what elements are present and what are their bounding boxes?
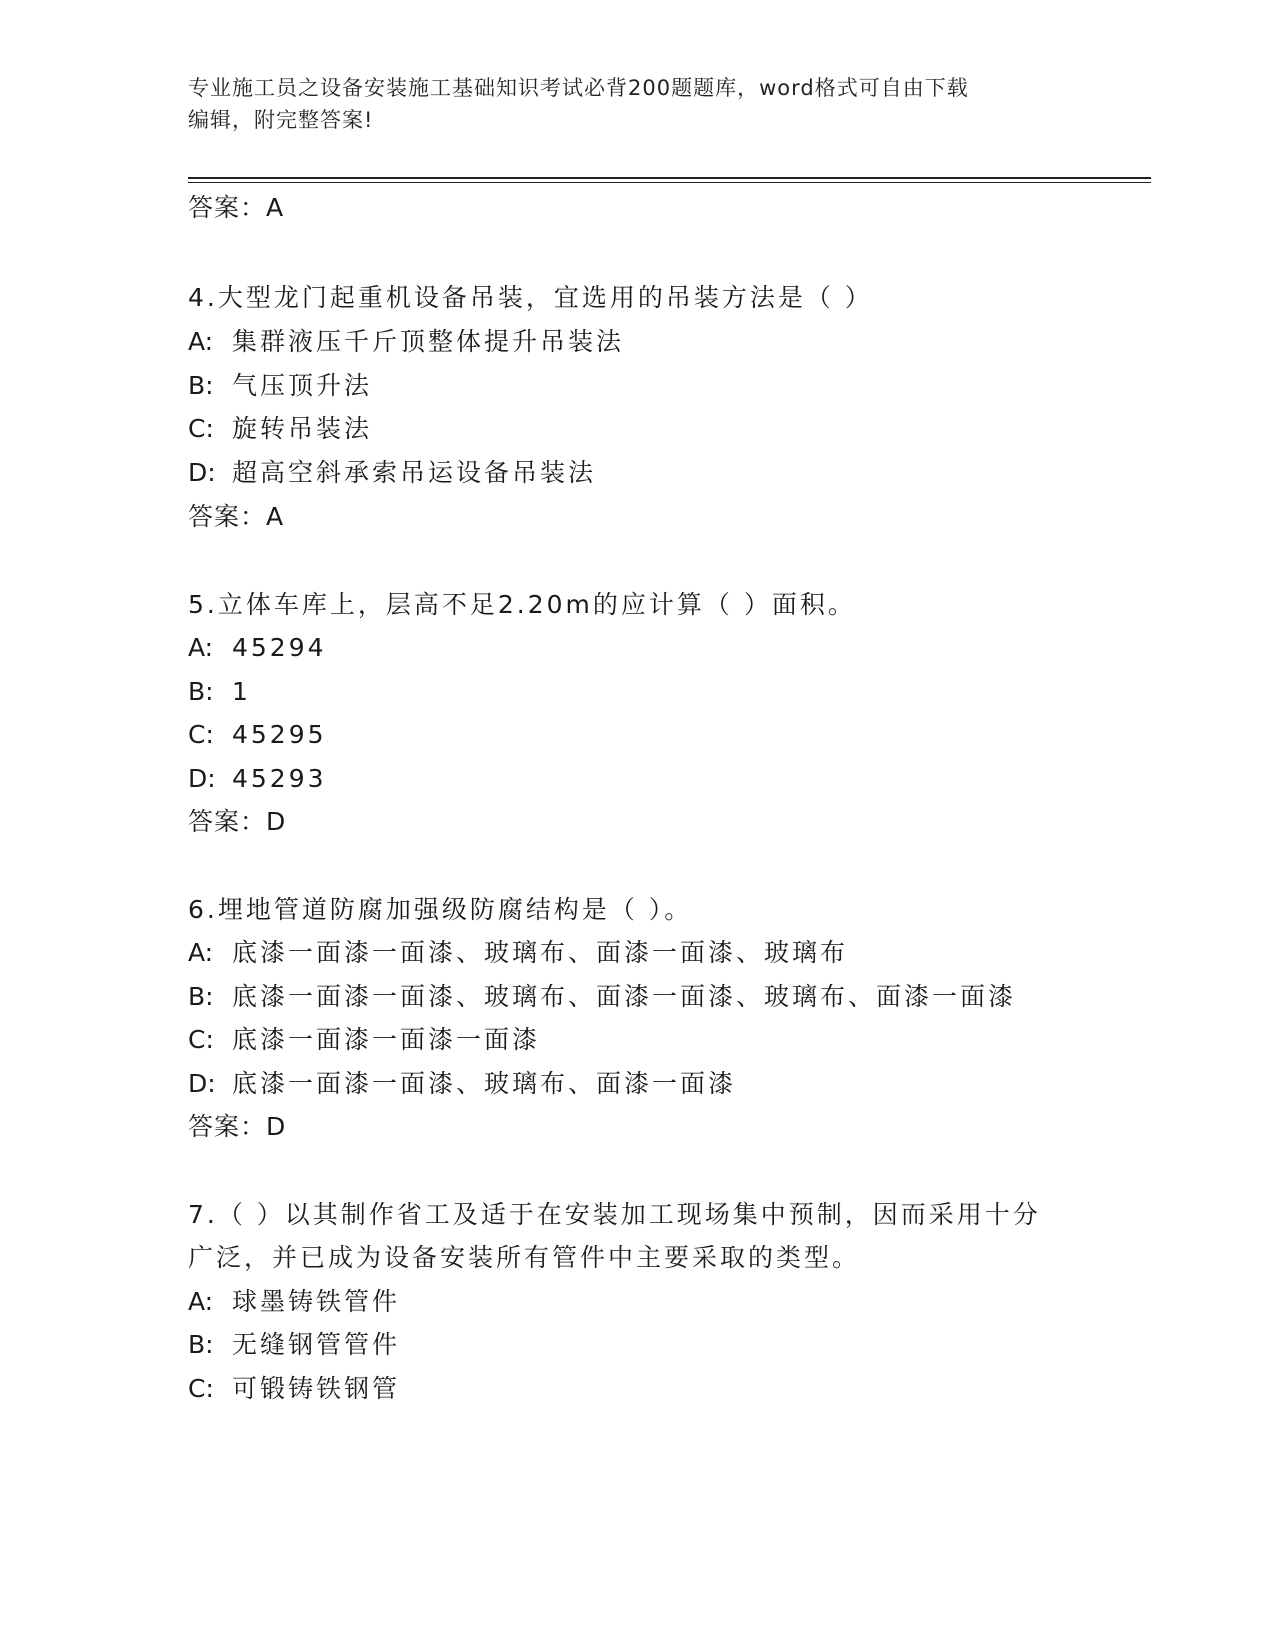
- question-4-stem: 4.大型龙门起重机设备吊装，宜选用的吊装方法是（ ）: [188, 283, 873, 312]
- option-text: 超高空斜承索吊运设备吊装法: [232, 458, 597, 487]
- question-6-option-d: [188, 1067, 736, 1101]
- option-text: 45293: [232, 764, 327, 793]
- option-text: 45295: [232, 720, 327, 749]
- question-7-option-c: [188, 1372, 400, 1406]
- question-4-option-b: [188, 369, 372, 403]
- question-5-option-c: [188, 718, 327, 752]
- header-rule-thin: [188, 182, 1151, 183]
- header-line-1: 专业施工员之设备安装施工基础知识考试必背200题题库，word格式可自由下载: [188, 76, 969, 100]
- option-key: C:: [188, 1374, 214, 1403]
- option-text: 球墨铸铁管件: [232, 1287, 401, 1316]
- question-6-option-b: [188, 980, 1016, 1014]
- option-key: D:: [188, 764, 216, 793]
- question-4-answer: 答案：A: [188, 502, 285, 531]
- answer-top: 答案：A: [188, 193, 285, 222]
- option-key: A:: [188, 327, 214, 356]
- question-4-option-c: [188, 412, 372, 446]
- option-key: C:: [188, 414, 214, 443]
- option-key: D:: [188, 1069, 216, 1098]
- question-6-answer: 答案：D: [188, 1112, 287, 1141]
- option-text: 45294: [232, 633, 327, 662]
- question-5-stem: 5.立体车库上，层高不足2.20m的应计算（ ）面积。: [188, 590, 856, 619]
- option-text: 气压顶升法: [232, 371, 373, 400]
- option-key: B:: [188, 677, 214, 706]
- header-rule-thick: [188, 177, 1151, 179]
- question-6-stem: 6.埋地管道防腐加强级防腐结构是（ ）。: [188, 895, 693, 924]
- question-5-answer: 答案：D: [188, 807, 287, 836]
- option-key: B:: [188, 371, 214, 400]
- option-text: 旋转吊装法: [232, 414, 373, 443]
- option-text: 底漆一面漆一面漆一面漆: [232, 1025, 541, 1054]
- option-text: 底漆一面漆一面漆、玻璃布、面漆一面漆、玻璃布: [232, 938, 849, 967]
- question-7-stem-line-2: 广泛，并已成为设备安装所有管件中主要采取的类型。: [188, 1243, 861, 1272]
- question-5-option-d: [188, 762, 327, 796]
- option-key: C:: [188, 1025, 214, 1054]
- option-key: A:: [188, 1287, 214, 1316]
- option-key: B:: [188, 982, 214, 1011]
- option-text: 1: [232, 677, 251, 706]
- option-key: C:: [188, 720, 214, 749]
- question-6-option-a: [188, 936, 848, 970]
- option-text: 可锻铸铁钢管: [232, 1374, 401, 1403]
- header-line-2: 编辑，附完整答案!: [188, 108, 374, 132]
- option-key: D:: [188, 458, 216, 487]
- question-7-stem-line-1: 7.（ ）以其制作省工及适于在安装加工现场集中预制，因而采用十分: [188, 1200, 1041, 1229]
- question-7-option-a: [188, 1285, 400, 1319]
- question-4-option-d: [188, 456, 596, 490]
- option-text: 底漆一面漆一面漆、玻璃布、面漆一面漆、玻璃布、面漆一面漆: [232, 982, 1017, 1011]
- question-7-option-b: [188, 1328, 400, 1362]
- option-key: A:: [188, 633, 214, 662]
- question-5-option-a: [188, 631, 327, 665]
- option-key: A:: [188, 938, 214, 967]
- question-6-option-c: [188, 1023, 540, 1057]
- option-text: 无缝钢管管件: [232, 1330, 401, 1359]
- document-header: [188, 72, 1078, 136]
- option-key: B:: [188, 1330, 214, 1359]
- question-5-option-b: [188, 675, 251, 709]
- option-text: 底漆一面漆一面漆、玻璃布、面漆一面漆: [232, 1069, 737, 1098]
- option-text: 集群液压千斤顶整体提升吊装法: [232, 327, 625, 356]
- question-4-option-a: [188, 325, 624, 359]
